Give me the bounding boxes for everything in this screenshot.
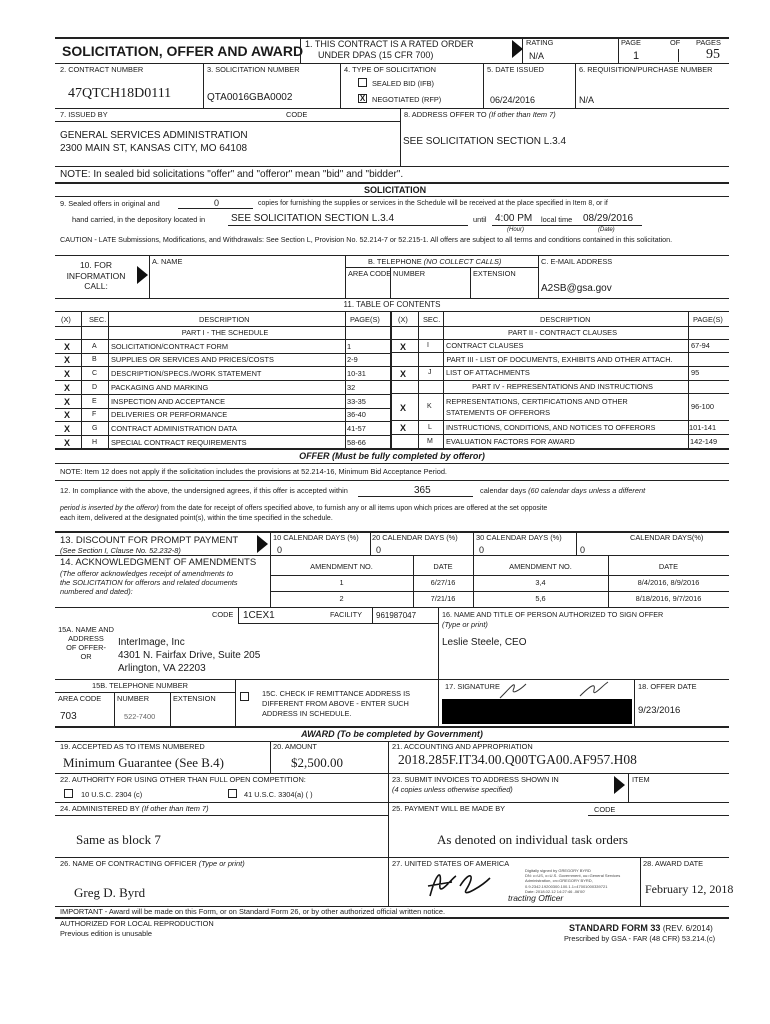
usa-label: 27. UNITED STATES OF AMERICA bbox=[392, 859, 510, 868]
toc-desc-j: LIST OF ATTACHMENTS bbox=[446, 368, 530, 377]
toc-sec-m: M bbox=[427, 438, 433, 445]
toc-pages: 10-31 bbox=[347, 369, 366, 378]
name-address-label: 15A. NAME AND ADDRESS OF OFFER- OR bbox=[58, 625, 114, 661]
offeror-line1: InterImage, Inc bbox=[118, 637, 185, 648]
toc-sec-i: I bbox=[427, 342, 429, 349]
requisition-label: 6. REQUISITION/PURCHASE NUMBER bbox=[579, 65, 713, 74]
extension-label: EXTENSION bbox=[173, 694, 216, 703]
accounting-label: 21. ACCOUNTING AND APPROPRIATION bbox=[392, 742, 533, 751]
for-info-label: 10. FOR INFORMATION CALL: bbox=[66, 260, 126, 292]
offer-date-label: 18. OFFER DATE bbox=[638, 682, 697, 691]
toc-pages-i: 67-94 bbox=[691, 341, 710, 350]
submit-label: 23. SUBMIT INVOICES TO ADDRESS SHOWN IN bbox=[392, 775, 559, 784]
toc-desc: PACKAGING AND MARKING bbox=[111, 383, 209, 392]
info-email[interactable]: A2SB@gsa.gov bbox=[541, 283, 612, 294]
note-12: NOTE: Item 12 does not apply if the solicitation includes the provisions at 52.214-16, Minimum Bid Acceptance Period. bbox=[60, 467, 447, 476]
toc-desc: CONTRACT ADMINISTRATION DATA bbox=[111, 424, 237, 433]
code-label: CODE bbox=[212, 610, 234, 619]
ack-hint-1: (The offeror acknowledges receipt of amendments to bbox=[60, 569, 233, 578]
toc-desc: SPECIAL CONTRACT REQUIREMENTS bbox=[111, 438, 247, 447]
item16-hint: (Type or print) bbox=[442, 620, 488, 629]
amend-no: 1 bbox=[339, 578, 344, 587]
usc-2304-checkbox[interactable] bbox=[64, 789, 73, 798]
item-label: ITEM bbox=[632, 775, 650, 784]
toc-pages: 41-57 bbox=[347, 424, 366, 433]
arrow-icon bbox=[137, 266, 148, 284]
toc-mark: X bbox=[64, 410, 71, 420]
toc-mark: X bbox=[64, 438, 71, 448]
hour-value: 4:00 PM bbox=[495, 213, 533, 224]
item12-d: each item, delivered at the designated point(s), within the time specified in the schedule. bbox=[60, 515, 333, 522]
ack-label: 14. ACKNOWLEDGMENT OF AMENDMENTS bbox=[60, 557, 257, 568]
toc-col-desc2: DESCRIPTION bbox=[540, 315, 591, 324]
amount-label: 20. AMOUNT bbox=[273, 742, 317, 751]
of-label: OF bbox=[670, 38, 681, 47]
info-phone-label: B. TELEPHONE (NO COLLECT CALLS) bbox=[368, 257, 502, 266]
authority-label: 22. AUTHORITY FOR USING OTHER THAN FULL OPEN COMPETITION: bbox=[60, 775, 306, 784]
toc-desc-i: CONTRACT CLAUSES bbox=[446, 341, 524, 350]
sealed-bid-checkbox[interactable] bbox=[358, 78, 367, 87]
discount-30-value: 0 bbox=[479, 545, 485, 555]
award-date-label: 28. AWARD DATE bbox=[643, 859, 704, 868]
toc-pages-k: 96-100 bbox=[691, 402, 715, 411]
info-email-label: C. E-MAIL ADDRESS bbox=[541, 257, 613, 266]
toc-mark: X bbox=[64, 397, 71, 407]
ack-hint-2: the SOLICITATION for offerors and related documents bbox=[60, 578, 238, 587]
type-label: 4. TYPE OF SOLICITATION bbox=[344, 65, 436, 74]
item9-text-a: 9. Sealed offers in original and bbox=[60, 199, 160, 208]
date-issued: 06/24/2016 bbox=[490, 95, 536, 105]
amend-no: 3,4 bbox=[535, 578, 546, 587]
toc-desc: SUPPLIES OR SERVICES AND PRICES/COSTS bbox=[111, 355, 274, 364]
toc-col-sec2: SEC. bbox=[423, 315, 441, 324]
co-label: 26. NAME OF CONTRACTING OFFICER (Type or print) bbox=[60, 859, 245, 868]
sealed-bid-label: SEALED BID (IFB) bbox=[372, 79, 435, 88]
toc-desc: DESCRIPTION/SPECS./WORK STATEMENT bbox=[111, 369, 262, 378]
amend-date: 7/21/16 bbox=[430, 594, 456, 603]
remit-line3: ADDRESS IN SCHEDULE. bbox=[262, 709, 352, 718]
item12-days: 365 bbox=[414, 485, 431, 496]
toc-col-x: (X) bbox=[61, 315, 71, 324]
item9-text-c: hand carried, in the depository located in bbox=[72, 215, 206, 224]
code-value: 1CEX1 bbox=[243, 610, 275, 621]
phone-15b-label: 15B. TELEPHONE NUMBER bbox=[92, 681, 188, 690]
discount-10-value: 0 bbox=[277, 545, 283, 555]
co-signature bbox=[422, 864, 498, 904]
caution-text: CAUTION - LATE Submissions, Modifications, and Withdrawals: See Section L, Provision No. 52.214-7 or 52.215-1. All offers are subject to all terms and conditions contained in this solicitation. bbox=[60, 235, 673, 244]
toc-col-x2: (X) bbox=[398, 315, 408, 324]
item9-copies: 0 bbox=[214, 198, 220, 208]
toc-part4: PART IV - REPRESENTATIONS AND INSTRUCTIONS bbox=[472, 382, 653, 391]
issued-by-label: 7. ISSUED BY bbox=[60, 110, 108, 119]
amend-no: 2 bbox=[339, 594, 344, 603]
toc-part2: PART II - CONTRACT CLAUSES bbox=[507, 328, 618, 337]
ack-hint-3: numbered and dated): bbox=[60, 587, 133, 596]
rated-order-label: 1. THIS CONTRACT IS A RATED ORDER bbox=[305, 39, 474, 49]
pages-label: PAGES bbox=[696, 38, 721, 47]
contract-number: 47QTCH18D0111 bbox=[68, 86, 172, 101]
negotiated-checkbox[interactable]: X bbox=[359, 94, 366, 103]
toc-desc-k2: STATEMENTS OF OFFERORS bbox=[446, 408, 551, 417]
toc-sec: B bbox=[92, 356, 97, 363]
item16-label: 16. NAME AND TITLE OF PERSON AUTHORIZED TO SIGN OFFER bbox=[442, 610, 664, 619]
amend-no-header-2: AMENDMENT NO. bbox=[509, 562, 572, 571]
usc-3304-label: 41 U.S.C. 3304(a) ( ) bbox=[244, 790, 313, 799]
award-heading: AWARD (To be completed by Government) bbox=[301, 729, 483, 739]
item9-text-b: copies for furnishing the supplies or services in the Schedule will be received at the place specified in Item 8, or if bbox=[258, 200, 608, 207]
amend-no: 5,6 bbox=[535, 594, 546, 603]
facility-value: 961987047 bbox=[376, 611, 417, 620]
arrow-icon bbox=[614, 776, 625, 794]
number-label: NUMBER bbox=[117, 694, 150, 703]
toc-pages-j: 95 bbox=[691, 368, 700, 377]
signer-name: Leslie Steele, CEO bbox=[442, 637, 527, 648]
page-label: PAGE bbox=[621, 38, 641, 47]
address-offer: SEE SOLICITATION SECTION L.3.4 bbox=[403, 136, 567, 147]
toc-pages: 32 bbox=[347, 383, 356, 392]
date-issued-label: 5. DATE ISSUED bbox=[487, 65, 544, 74]
hour-hint: (Hour) bbox=[507, 227, 525, 233]
info-area-code-label: AREA CODE bbox=[348, 269, 392, 278]
toc-col-sec: SEC. bbox=[89, 315, 107, 324]
pages-value: 95 bbox=[706, 47, 720, 62]
footer-form: STANDARD FORM 33 (REV. 6/2014) bbox=[569, 923, 713, 933]
toc-desc-m: EVALUATION FACTORS FOR AWARD bbox=[446, 437, 575, 446]
date-hint: (Date) bbox=[598, 227, 615, 233]
toc-desc: INSPECTION AND ACCEPTANCE bbox=[111, 397, 226, 406]
payment-value: As denoted on individual task orders bbox=[437, 832, 628, 847]
amend-date: 8/18/2016, 9/7/2016 bbox=[635, 594, 702, 603]
toc-pages-m: 142-149 bbox=[690, 437, 718, 446]
dpas-label: UNDER DPAS (15 CFR 700) bbox=[318, 50, 434, 60]
amount-value: $2,500.00 bbox=[291, 755, 343, 770]
signature-redaction bbox=[442, 699, 632, 724]
arrow-icon bbox=[257, 535, 268, 553]
toc-pages: 58-66 bbox=[347, 438, 366, 447]
note-text: NOTE: In sealed bid solicitations "offer" and "offeror" mean "bid" and "bidder". bbox=[60, 169, 404, 180]
solicitation-heading: SOLICITATION bbox=[364, 185, 427, 195]
info-number-label: NUMBER bbox=[393, 269, 426, 278]
contract-number-label: 2. CONTRACT NUMBER bbox=[60, 65, 144, 74]
toc-mark-i: X bbox=[400, 342, 407, 352]
discount-30-label: 30 CALENDAR DAYS (%) bbox=[476, 533, 562, 542]
toc-sec-j: J bbox=[428, 369, 432, 376]
toc-pages: 33-35 bbox=[347, 397, 366, 406]
solicitation-number-label: 3. SOLICITATION NUMBER bbox=[207, 65, 300, 74]
toc-pages: 36-40 bbox=[347, 410, 366, 419]
toc-sec: G bbox=[92, 425, 98, 432]
payment-label: 25. PAYMENT WILL BE MADE BY bbox=[392, 804, 506, 813]
toc-desc-l: INSTRUCTIONS, CONDITIONS, AND NOTICES TO OFFERORS bbox=[446, 423, 656, 432]
amend-date: 8/4/2016, 8/9/2016 bbox=[637, 578, 700, 587]
local-time-label: local time bbox=[541, 215, 573, 224]
toc-col-pages2: PAGE(S) bbox=[693, 315, 723, 324]
footer-authorized: AUTHORIZED FOR LOCAL REPRODUCTION bbox=[60, 919, 214, 928]
toc-mark: X bbox=[64, 342, 71, 352]
administered-value: Same as block 7 bbox=[76, 832, 161, 847]
toc-sec-k: K bbox=[427, 403, 432, 410]
date-value: 08/29/2016 bbox=[583, 213, 634, 224]
item12-a: 12. In compliance with the above, the undersigned agrees, if this offer is accepted within bbox=[60, 486, 348, 495]
item12-b: calendar days (60 calendar days unless a different bbox=[480, 486, 646, 495]
page-value: 1 bbox=[633, 50, 640, 62]
requisition: N/A bbox=[579, 95, 595, 105]
info-name-label: A. NAME bbox=[152, 257, 183, 266]
rating-value: N/A bbox=[529, 51, 545, 61]
signature-label: 17. SIGNATURE bbox=[445, 682, 500, 691]
toc-sec: F bbox=[92, 411, 97, 418]
accounting-value: 2018.285F.IT34.00.Q00TGA00.AF957.H08 bbox=[398, 752, 637, 767]
discount-20-label: 20 CALENDAR DAYS (%) bbox=[372, 533, 458, 542]
toc-mark: X bbox=[64, 369, 71, 379]
facility-label: FACILITY bbox=[330, 610, 363, 619]
toc-heading: 11. TABLE OF CONTENTS bbox=[343, 300, 441, 309]
toc-col-pages: PAGE(S) bbox=[350, 315, 380, 324]
discount-cal-value: 0 bbox=[580, 545, 586, 555]
amend-date-header: DATE bbox=[433, 562, 453, 571]
amend-date-header-2: DATE bbox=[658, 562, 679, 571]
address-offer-label: 8. ADDRESS OFFER TO (If other than Item 7) bbox=[404, 110, 556, 119]
offeror-line3: Arlington, VA 22203 bbox=[118, 663, 206, 674]
toc-desc: DELIVERIES OR PERFORMANCE bbox=[111, 410, 228, 419]
toc-desc-k1: REPRESENTATIONS, CERTIFICATIONS AND OTHER bbox=[446, 397, 628, 406]
negotiated-label: NEGOTIATED (RFP) bbox=[372, 95, 442, 104]
toc-sec-l: L bbox=[428, 424, 432, 431]
info-extension-label: EXTENSION bbox=[473, 269, 516, 278]
until-label: until bbox=[473, 215, 487, 224]
offer-date: 9/23/2016 bbox=[638, 705, 681, 716]
submit-hint: (4 copies unless otherwise specified) bbox=[392, 785, 513, 794]
payment-code-label: CODE bbox=[594, 805, 616, 814]
accepted-value: Minimum Guarantee (See B.4) bbox=[63, 755, 225, 770]
toc-sec: C bbox=[92, 370, 98, 377]
digital-signature-block: Digitally signed by GREGORY BYRD DN: c=US, o=U.S. Government, ou=General Services Administration, cn=GREGORY BYRD, 0.9.2342.19200300.100.1.1=47001000339721 Date: 2018.02.12 14:27:46 -06'00' bbox=[525, 868, 621, 894]
toc-sec: E bbox=[92, 398, 97, 405]
toc-sec: H bbox=[92, 439, 98, 446]
toc-col-desc: DESCRIPTION bbox=[199, 315, 250, 324]
solicitation-number: QTA0016GBA0002 bbox=[207, 92, 293, 103]
rating-label: RATING bbox=[526, 38, 554, 47]
remittance-checkbox[interactable] bbox=[240, 692, 249, 701]
administered-label: 24. ADMINISTERED BY (If other than Item 7) bbox=[60, 804, 209, 813]
award-date: February 12, 2018 bbox=[645, 882, 734, 896]
issued-by-line2: 2300 MAIN ST, KANSAS CITY, MO 64108 bbox=[60, 143, 248, 154]
discount-label: 13. DISCOUNT FOR PROMPT PAYMENT bbox=[60, 535, 239, 546]
offeror-line2: 4301 N. Fairfax Drive, Suite 205 bbox=[118, 650, 261, 661]
toc-mark-j: X bbox=[400, 369, 407, 379]
toc-desc: SOLICITATION/CONTRACT FORM bbox=[111, 342, 229, 351]
important-text: IMPORTANT - Award will be made on this Form, or on Standard Form 26, or by other authorized official written notice. bbox=[60, 907, 446, 916]
discount-10-label: 10 CALENDAR DAYS (%) bbox=[273, 533, 359, 542]
area-code-value: 703 bbox=[60, 711, 77, 722]
offer-heading: OFFER (Must be fully completed by offeror) bbox=[299, 451, 485, 461]
form-title: SOLICITATION, OFFER AND AWARD bbox=[62, 43, 304, 59]
amend-date: 6/27/16 bbox=[430, 578, 456, 587]
number-value: 522-7400 bbox=[124, 712, 156, 721]
toc-sec: D bbox=[92, 384, 98, 391]
item9-place: SEE SOLICITATION SECTION L.3.4 bbox=[231, 213, 395, 224]
item12-c: period is inserted by the offeror) from the date for receipt of offers specified above, to furnish any or all items upon which prices are offered at the set opposite bbox=[60, 505, 548, 512]
toc-mark: X bbox=[64, 383, 71, 393]
toc-part1: PART I - THE SCHEDULE bbox=[181, 328, 269, 337]
toc-mark-k: X bbox=[400, 403, 407, 413]
footer-prescribed: Prescribed by GSA - FAR (48 CFR) 53.214.(c) bbox=[564, 934, 716, 943]
discount-cal-label: CALENDAR DAYS(%) bbox=[630, 533, 704, 542]
toc-mark: X bbox=[64, 424, 71, 434]
toc-pages: 1 bbox=[347, 342, 352, 351]
toc-mark-l: X bbox=[400, 423, 407, 433]
area-code-label: AREA CODE bbox=[58, 694, 102, 703]
remit-line2: DIFFERENT FROM ABOVE - ENTER SUCH bbox=[262, 699, 409, 708]
toc-sec: A bbox=[92, 343, 97, 350]
co-name: Greg D. Byrd bbox=[74, 885, 146, 900]
issued-code-label: CODE bbox=[286, 110, 308, 119]
issued-by-line1: GENERAL SERVICES ADMINISTRATION bbox=[60, 130, 248, 141]
discount-20-value: 0 bbox=[376, 545, 382, 555]
discount-hint: (See Section I, Clause No. 52.232-8) bbox=[60, 546, 181, 555]
footer-previous: Previous edition is unusable bbox=[60, 929, 153, 938]
toc-mark: X bbox=[64, 355, 71, 365]
usc-2304-label: 10 U.S.C. 2304 (c) bbox=[81, 790, 143, 799]
accepted-label: 19. ACCEPTED AS TO ITEMS NUMBERED bbox=[60, 742, 205, 751]
toc-pages: 2-9 bbox=[347, 355, 358, 364]
officer-caption: tracting Officer bbox=[508, 893, 564, 903]
toc-part3: PART III - LIST OF DOCUMENTS, EXHIBITS AND OTHER ATTACH. bbox=[446, 355, 673, 364]
usc-3304-checkbox[interactable] bbox=[228, 789, 237, 798]
amend-no-header: AMENDMENT NO. bbox=[310, 562, 373, 571]
toc-pages-l: 101-141 bbox=[689, 423, 717, 432]
remit-line1: 15C. CHECK IF REMITTANCE ADDRESS IS bbox=[262, 689, 411, 698]
